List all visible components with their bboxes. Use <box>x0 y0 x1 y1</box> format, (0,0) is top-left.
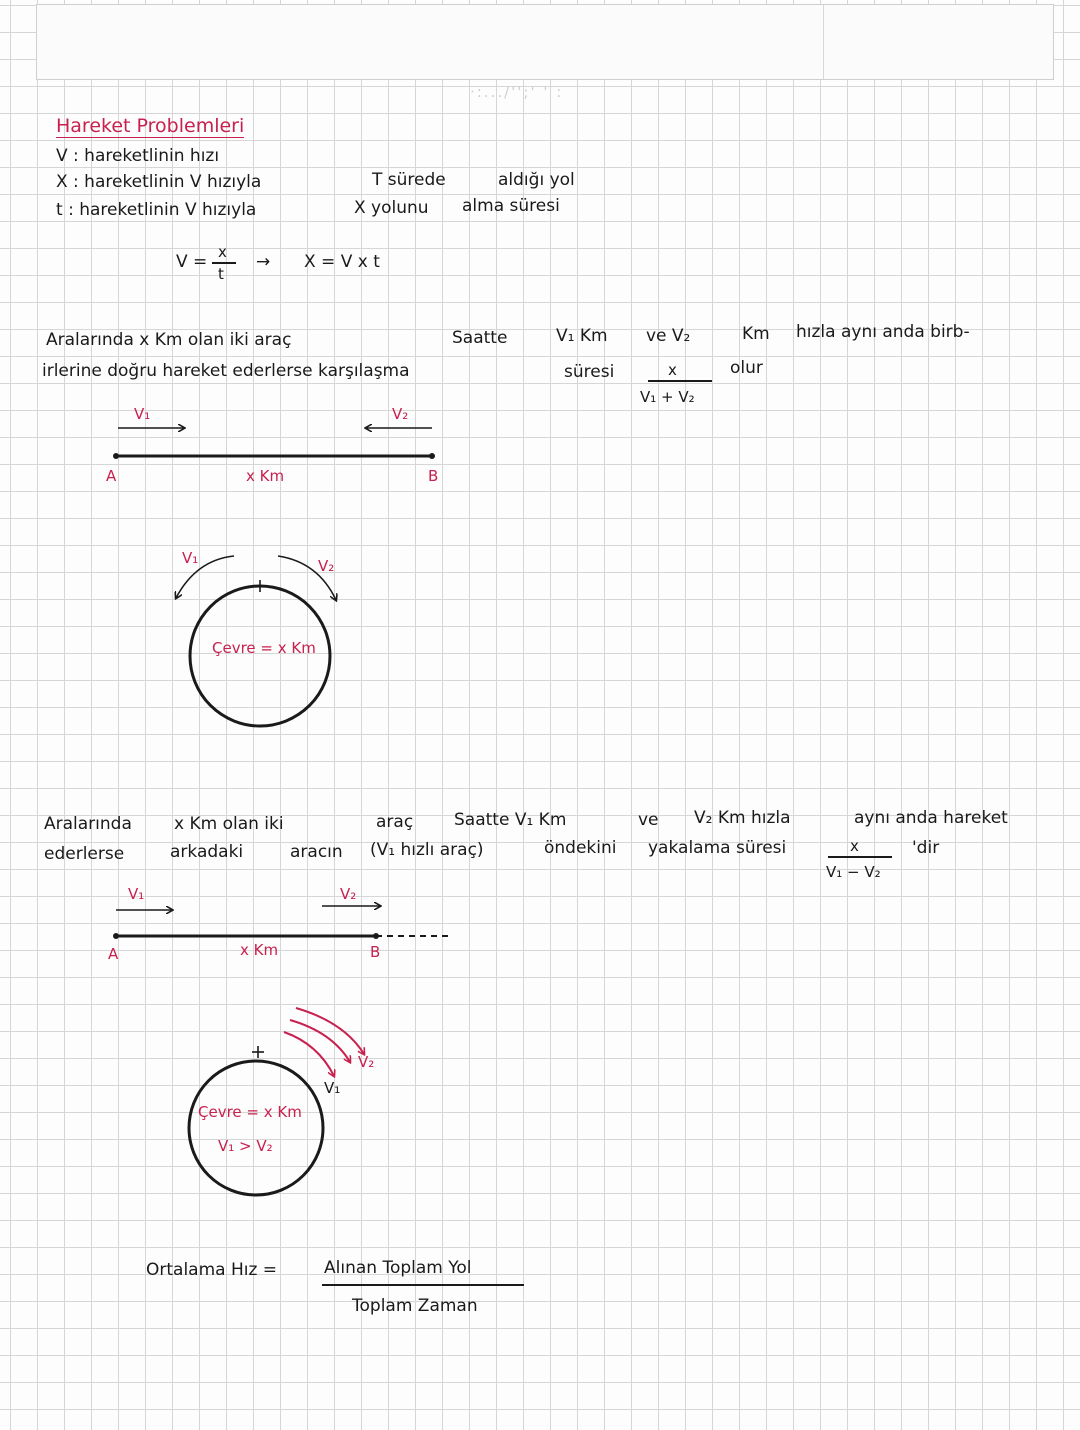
catchup-frac-num: x <box>850 837 859 855</box>
average-speed-denominator: Toplam Zaman <box>352 1296 478 1316</box>
meeting-point-a-label: A <box>106 467 117 485</box>
formula-arrow: → <box>256 252 271 272</box>
catchup-text-1b: x Km olan iki <box>174 814 284 834</box>
definition-t-b: X yolunu <box>354 198 429 218</box>
catchup-point-b-label: B <box>370 943 381 961</box>
meeting-text-1a: Aralarında x Km olan iki araç <box>46 330 292 350</box>
meeting-circle-label: Çevre = x Km <box>212 639 316 657</box>
meeting-distance-label: x Km <box>246 467 285 485</box>
catchup-circle-v2-label: V₂ <box>358 1053 375 1071</box>
meeting-circle-v2-label: V₂ <box>318 557 335 575</box>
page-title: Hareket Problemleri <box>56 115 245 137</box>
catchup-text-1c: araç <box>376 812 414 832</box>
definition-x-b: T sürede <box>372 170 446 190</box>
catchup-text-1d: Saatte V₁ Km <box>454 810 567 830</box>
formula-den: t <box>218 265 224 283</box>
catchup-text-2d: (V₁ hızlı araç) <box>370 840 484 860</box>
catchup-text-1e: ve <box>638 810 659 830</box>
average-speed-label: Ortalama Hız = <box>146 1260 278 1280</box>
catchup-text-2f: yakalama süresi <box>648 838 787 858</box>
catchup-circle-label: Çevre = x Km <box>198 1103 302 1121</box>
definition-t-a: t : hareketlinin V hızıyla <box>56 200 257 220</box>
average-speed-numerator: Alınan Toplam Yol <box>324 1258 472 1278</box>
catchup-point-a <box>113 933 119 939</box>
meeting-text-1c: V₁ Km <box>556 326 608 346</box>
definition-x-a: X : hareketlinin V hızıyla <box>56 172 262 192</box>
meeting-text-1d: ve V₂ <box>646 326 691 346</box>
meeting-circle-v1-label: V₁ <box>182 549 199 567</box>
catchup-text-1a: Aralarında <box>44 814 132 834</box>
meeting-line-v1-label: V₁ <box>134 405 151 423</box>
meeting-point-a <box>113 453 119 459</box>
meeting-text-1b: Saatte <box>452 328 508 348</box>
catchup-distance-label: x Km <box>240 941 279 959</box>
meeting-text-2c: olur <box>730 358 763 378</box>
definition-t-c: alma süresi <box>462 196 560 216</box>
catchup-text-2a: ederlerse <box>44 844 125 864</box>
definition-v: V : hareketlinin hızı <box>56 146 220 166</box>
meeting-circle-v2-arrow <box>278 556 336 600</box>
meeting-frac-num: x <box>668 361 677 379</box>
catchup-circle-v1-arrow <box>284 1032 334 1076</box>
meeting-text-2b: süresi <box>564 362 615 382</box>
formula-num: x <box>218 243 227 261</box>
meeting-frac-den: V₁ + V₂ <box>640 388 695 406</box>
meeting-text-1e: Km <box>742 324 770 344</box>
catchup-circle <box>189 1061 323 1195</box>
catchup-line-v1-label: V₁ <box>128 885 145 903</box>
catchup-circle-v1-label: V₁ <box>324 1079 341 1097</box>
meeting-point-b-label: B <box>428 467 439 485</box>
formula-v: V = <box>176 252 208 272</box>
catchup-text-2e: öndekini <box>544 838 617 858</box>
catchup-circle-v2-arrow-1 <box>296 1008 364 1054</box>
meeting-line-v2-label: V₂ <box>392 405 409 423</box>
catchup-frac-den: V₁ − V₂ <box>826 863 881 881</box>
catchup-text-1f: V₂ Km hızla <box>694 808 791 828</box>
meeting-circle <box>190 586 330 726</box>
catchup-text-2b: arkadaki <box>170 842 244 862</box>
catchup-point-a-label: A <box>108 945 119 963</box>
catchup-line-v2-label: V₂ <box>340 885 357 903</box>
meeting-text-2a: irlerine doğru hareket ederlerse karşılaşma <box>42 361 410 381</box>
formula-result: X = V x t <box>304 252 380 272</box>
meeting-circle-v1-arrow <box>176 556 234 598</box>
catchup-circle-condition: V₁ > V₂ <box>218 1137 273 1155</box>
meeting-text-1f: hızla aynı anda birb- <box>796 322 970 342</box>
catchup-point-b <box>373 933 379 939</box>
meeting-point-b <box>429 453 435 459</box>
definition-x-c: aldığı yol <box>498 170 575 190</box>
catchup-text-2g: 'dir <box>912 838 940 858</box>
catchup-text-1g: aynı anda hareket <box>854 808 1008 828</box>
header-faint-text: ·:.../'';' ' : <box>470 83 564 101</box>
catchup-text-2c: aracın <box>290 842 343 862</box>
